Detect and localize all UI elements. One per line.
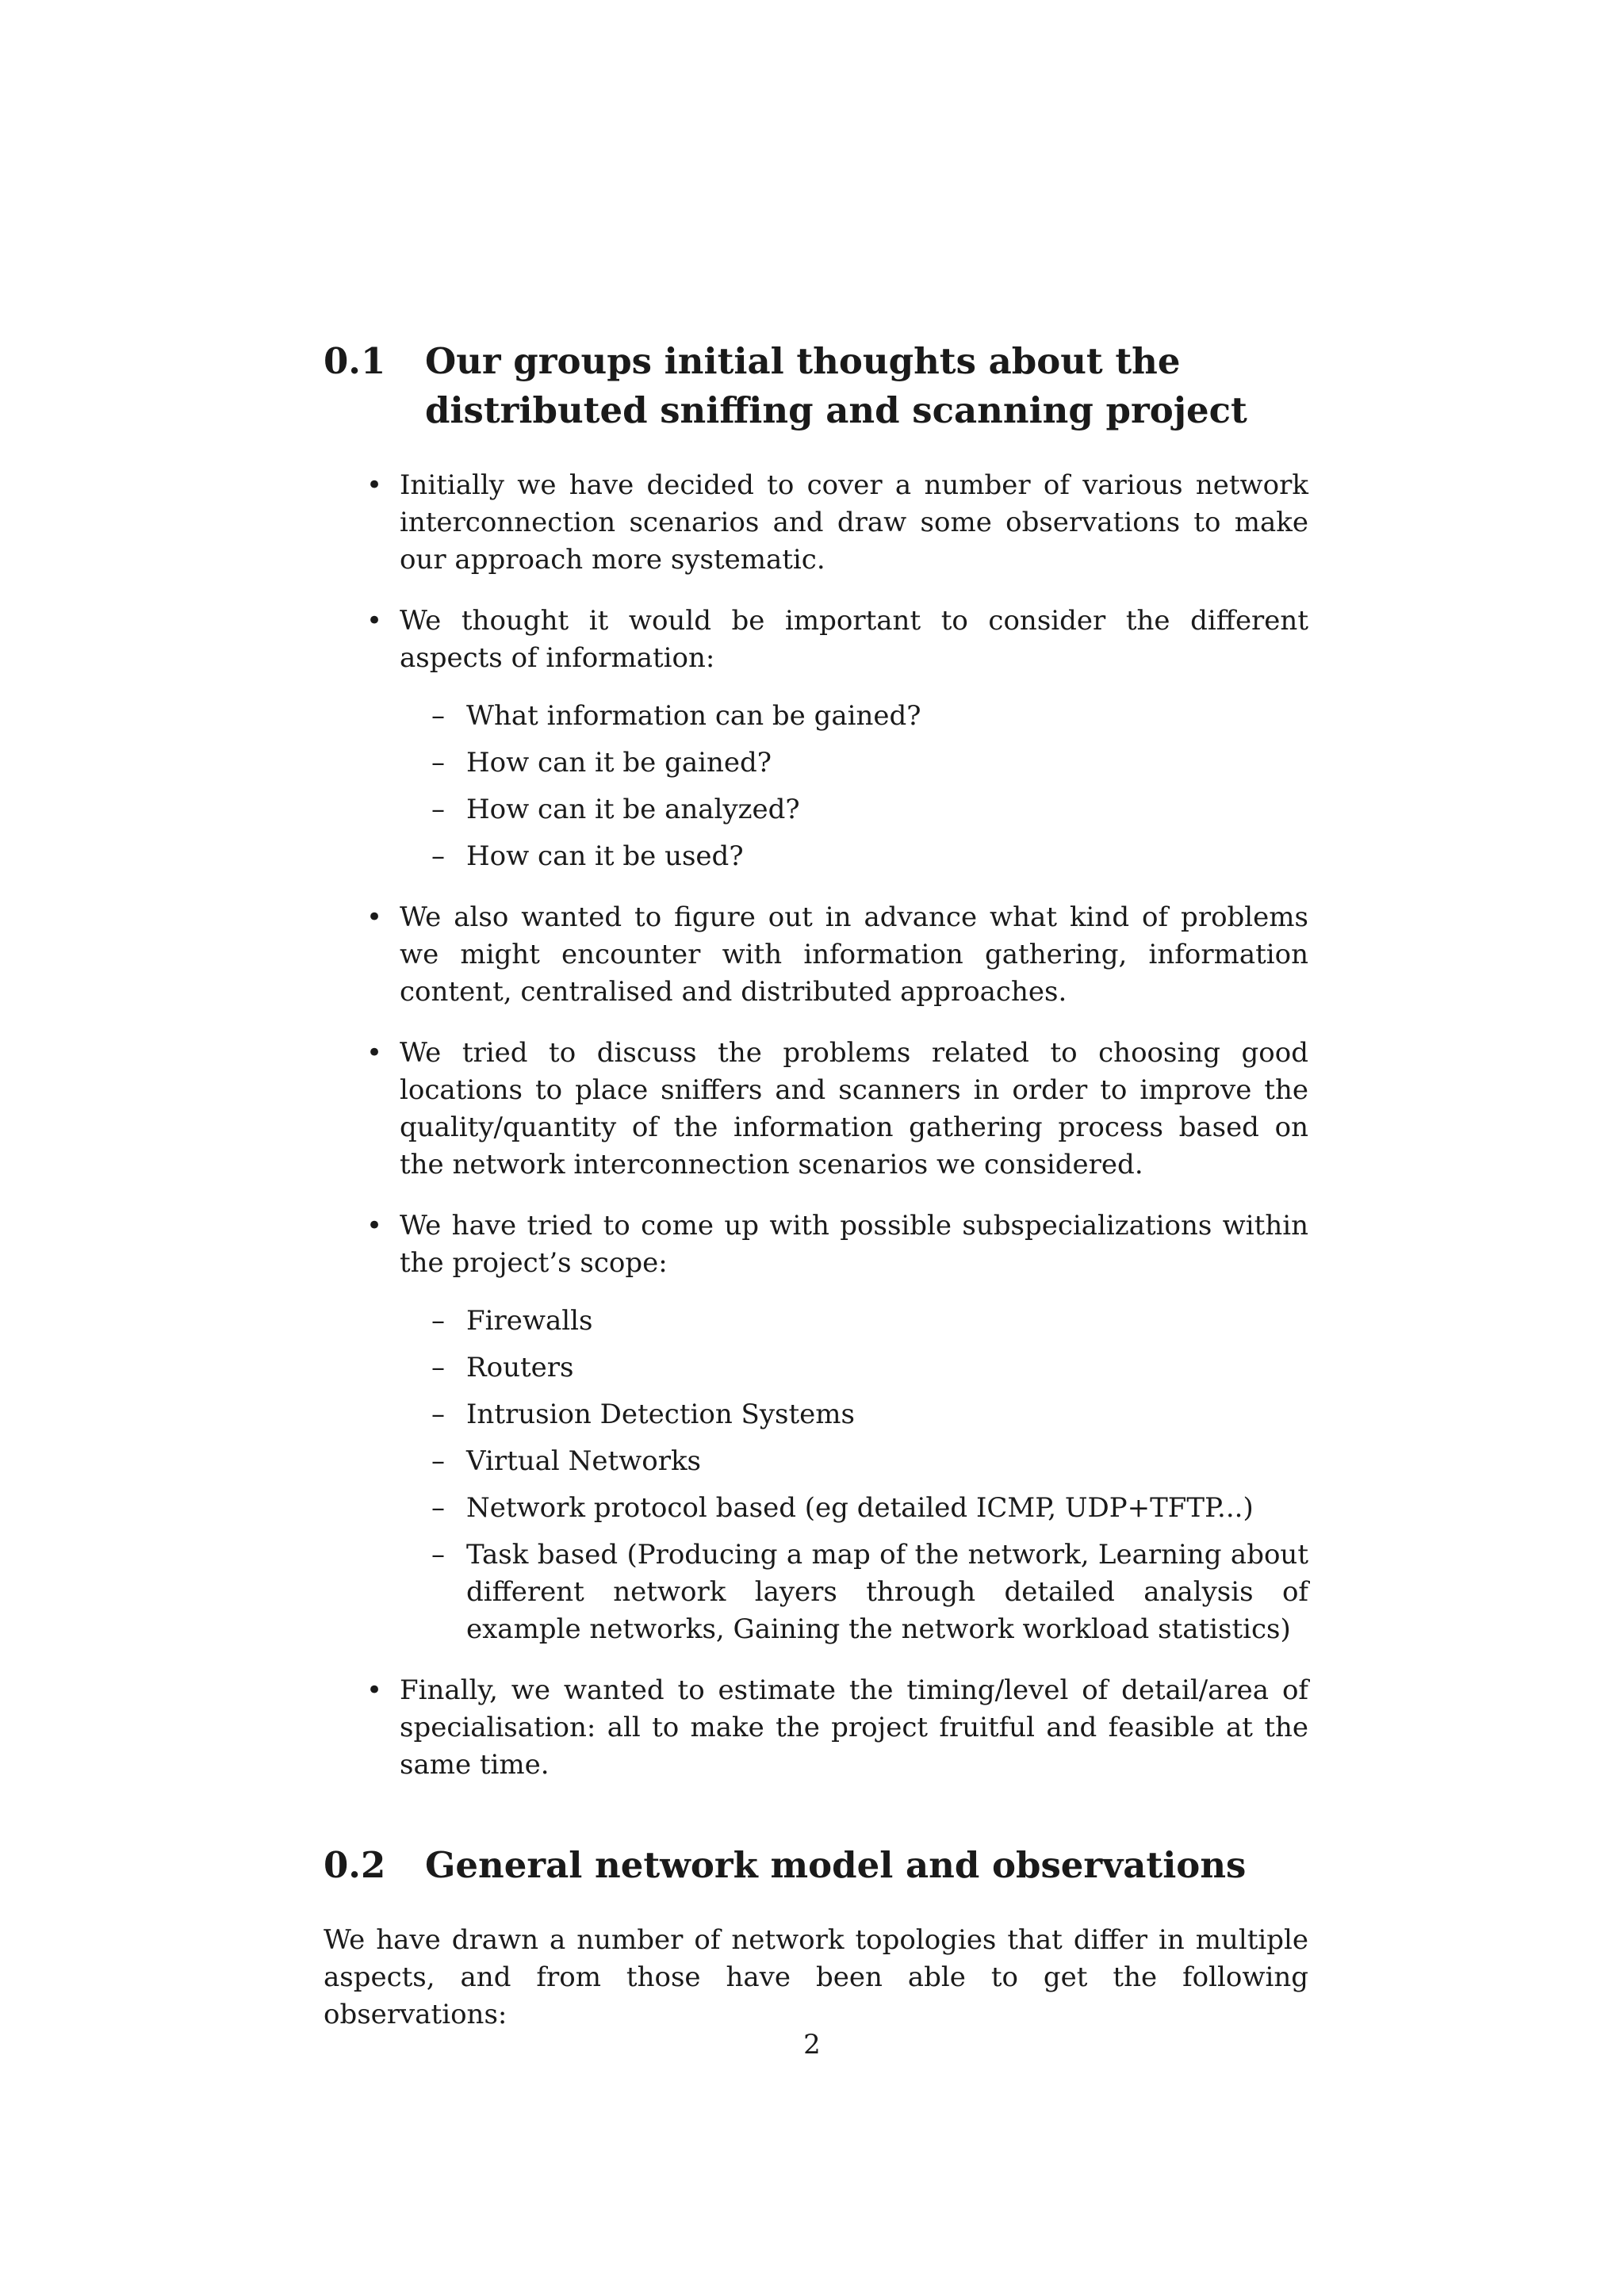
sub-list-item-text: How can it be gained? <box>466 747 772 779</box>
dash-icon: – <box>431 1305 445 1337</box>
section-title: General network model and observations <box>425 1844 1247 1886</box>
list-item-text: We thought it would be important to consider the different aspects of information: <box>400 605 1308 674</box>
bullet-icon: • <box>366 1210 383 1242</box>
section-number: 0.1 <box>324 340 386 382</box>
bullet-icon: • <box>366 1674 383 1706</box>
sub-list-item-text: Network protocol based (eg detailed ICMP, UDP+TFTP...) <box>466 1492 1254 1524</box>
bullet-icon: • <box>366 1037 383 1069</box>
list-item <box>324 1035 1308 1184</box>
dash-icon: – <box>431 700 445 732</box>
sub-list-item <box>400 1443 1308 1480</box>
list-item <box>324 603 1308 875</box>
sub-list-item-text: Firewalls <box>466 1305 593 1337</box>
sub-list-item <box>400 1349 1308 1387</box>
sub-list-item <box>400 744 1308 782</box>
list-item <box>324 1672 1308 1784</box>
dash-icon: – <box>431 840 445 872</box>
sub-list-item <box>400 698 1308 735</box>
sub-list <box>400 698 1308 875</box>
dash-icon: – <box>431 1539 445 1571</box>
list-item-text: We tried to discuss the problems related to choosing good locations to place sniffers and scanners in order to improve the quality/quantity of the information gathering process based on the network interconnection scenarios we considered. <box>400 1037 1308 1181</box>
page-number: 2 <box>803 2029 821 2061</box>
page-content <box>324 337 1308 2034</box>
sub-list-item <box>400 1490 1308 1527</box>
bullet-icon: • <box>366 605 383 637</box>
list-item <box>324 899 1308 1011</box>
bullet-icon: • <box>366 901 383 933</box>
dash-icon: – <box>431 1445 445 1477</box>
dash-icon: – <box>431 1492 445 1524</box>
list-item-text: Finally, we wanted to estimate the timing/level of detail/area of specialisation: all to make the project fruitful and feasible at the same time. <box>400 1674 1308 1781</box>
dash-icon: – <box>431 1399 445 1430</box>
bullet-icon: • <box>366 469 383 501</box>
sub-list-item-text: Virtual Networks <box>466 1445 702 1477</box>
sub-list-item-text: Intrusion Detection Systems <box>466 1399 855 1430</box>
sub-list-item <box>400 791 1308 828</box>
sub-list-item <box>400 1303 1308 1340</box>
section-0-2 <box>324 1841 1308 2034</box>
list-item-text: We also wanted to figure out in advance what kind of problems we might encounter with information gathering, information content, centralised and distributed approaches. <box>400 901 1308 1008</box>
list-item-text: We have tried to come up with possible subspecializations within the project’s scope: <box>400 1210 1308 1279</box>
section-number: 0.2 <box>324 1844 386 1886</box>
section-heading-0-1 <box>324 337 1308 435</box>
sub-list-item <box>400 1536 1308 1648</box>
sub-list-item-text: How can it be analyzed? <box>466 794 800 825</box>
sub-list-item-text: Routers <box>466 1352 574 1383</box>
dash-icon: – <box>431 794 445 825</box>
sub-list-item-text: How can it be used? <box>466 840 744 872</box>
dash-icon: – <box>431 747 445 779</box>
section-paragraph: We have drawn a number of network topologies that differ in multiple aspects, and from those have been able to get the following observations: <box>324 1924 1308 2030</box>
sub-list-item <box>400 1396 1308 1433</box>
dash-icon: – <box>431 1352 445 1383</box>
section-heading-0-2 <box>324 1841 1308 1890</box>
bullet-list <box>324 467 1308 1784</box>
sub-list <box>400 1303 1308 1648</box>
list-item <box>324 1207 1308 1648</box>
sub-list-item-text: What information can be gained? <box>466 700 921 732</box>
section-title: Our groups initial thoughts about the distributed sniffing and scanning project <box>425 340 1247 431</box>
sub-list-item <box>400 838 1308 875</box>
list-item-text: Initially we have decided to cover a number of various network interconnection scenarios and draw some observations to make our approach more systematic. <box>400 469 1308 576</box>
sub-list-item-text: Task based (Producing a map of the network, Learning about different network layers through detailed analysis of example networks, Gaining the network workload statistics) <box>466 1539 1308 1645</box>
list-item <box>324 467 1308 579</box>
